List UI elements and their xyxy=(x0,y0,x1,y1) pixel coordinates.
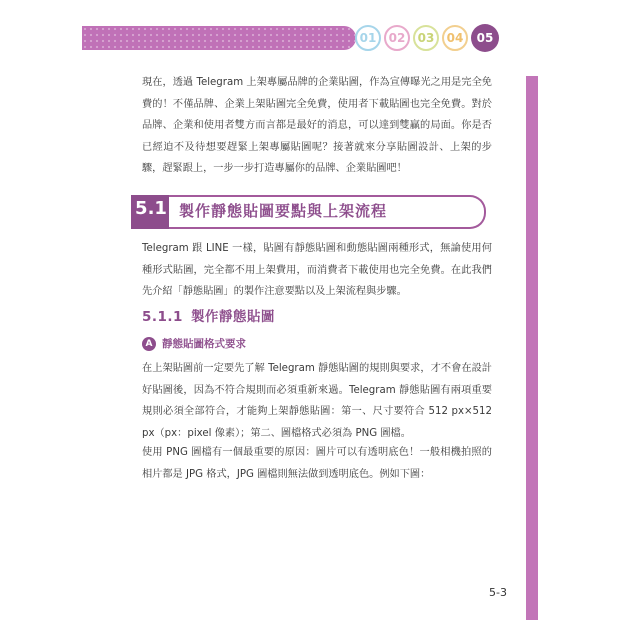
section-number: 5.1 xyxy=(135,198,167,219)
chapter-tab-04: 04 xyxy=(442,25,468,51)
subsection-title: 製作靜態貼圖 xyxy=(190,309,275,325)
subheading-label: 靜態貼圖格式要求 xyxy=(162,338,246,350)
chapter-tab-current: 05 xyxy=(471,24,499,52)
side-strip xyxy=(526,76,538,620)
chapter-tab-03: 03 xyxy=(413,25,439,51)
subsection-number: 5.1.1 xyxy=(142,309,183,325)
subheading-badge: A xyxy=(142,337,156,351)
subheading xyxy=(142,336,246,351)
intro-paragraph: 現在，透過 Telegram 上架專屬品牌的企業貼圖，作為宣傳曝光之用是完全免費的！不僅品牌、企業上架貼圖完全免費，使用者下載貼圖也完全免費。對於品牌、企業和使用者雙方而言都是最好的消息，可以達到雙贏的局面。你是否已經迫不及待想要趕緊上架專屬貼圖呢？接著就來分享貼圖設計、上架的步驟，趕緊跟上，一步一步打造專屬你的品牌、企業貼圖吧！ xyxy=(142,77,492,174)
chapter-tab-01: 01 xyxy=(355,25,381,51)
section-paragraph: Telegram 跟 LINE 一樣，貼圖有靜態貼圖和動態貼圖兩種形式，無論使用何種形式貼圖，完全都不用上架費用，而消費者下載使用也完全免費。在此我們先介紹「靜態貼圖」的製作注意要點以及上架流程與步驟。 xyxy=(142,243,492,297)
section-title: 製作靜態貼圖要點與上架流程 xyxy=(179,202,388,220)
header-dot-pattern xyxy=(82,26,356,50)
page-number: 5-3 xyxy=(489,586,507,599)
section-banner xyxy=(131,195,486,227)
chapter-tab-02: 02 xyxy=(384,25,410,51)
chapter-indicator xyxy=(355,25,499,52)
header-bar xyxy=(82,26,356,50)
paragraph-a: 在上架貼圖前一定要先了解 Telegram 靜態貼圖的規則與要求，才不會在設計好貼圖後，因為不符合規則而必須重新來過。Telegram 靜態貼圖有兩項重要規則必須全部符合，才能夠上架靜態貼圖：第一、尺寸要符合 512 px×512 px（px：pixel 像素）；第二、圖檔格式必須為 PNG 圖檔。 xyxy=(142,363,492,439)
paragraph-b: 使用 PNG 圖檔有一個最重要的原因：圖片可以有透明底色！一般相機拍照的相片都是 JPG 格式，JPG 圖檔則無法做到透明底色。例如下圖： xyxy=(142,447,492,480)
subsection-heading xyxy=(142,305,275,325)
